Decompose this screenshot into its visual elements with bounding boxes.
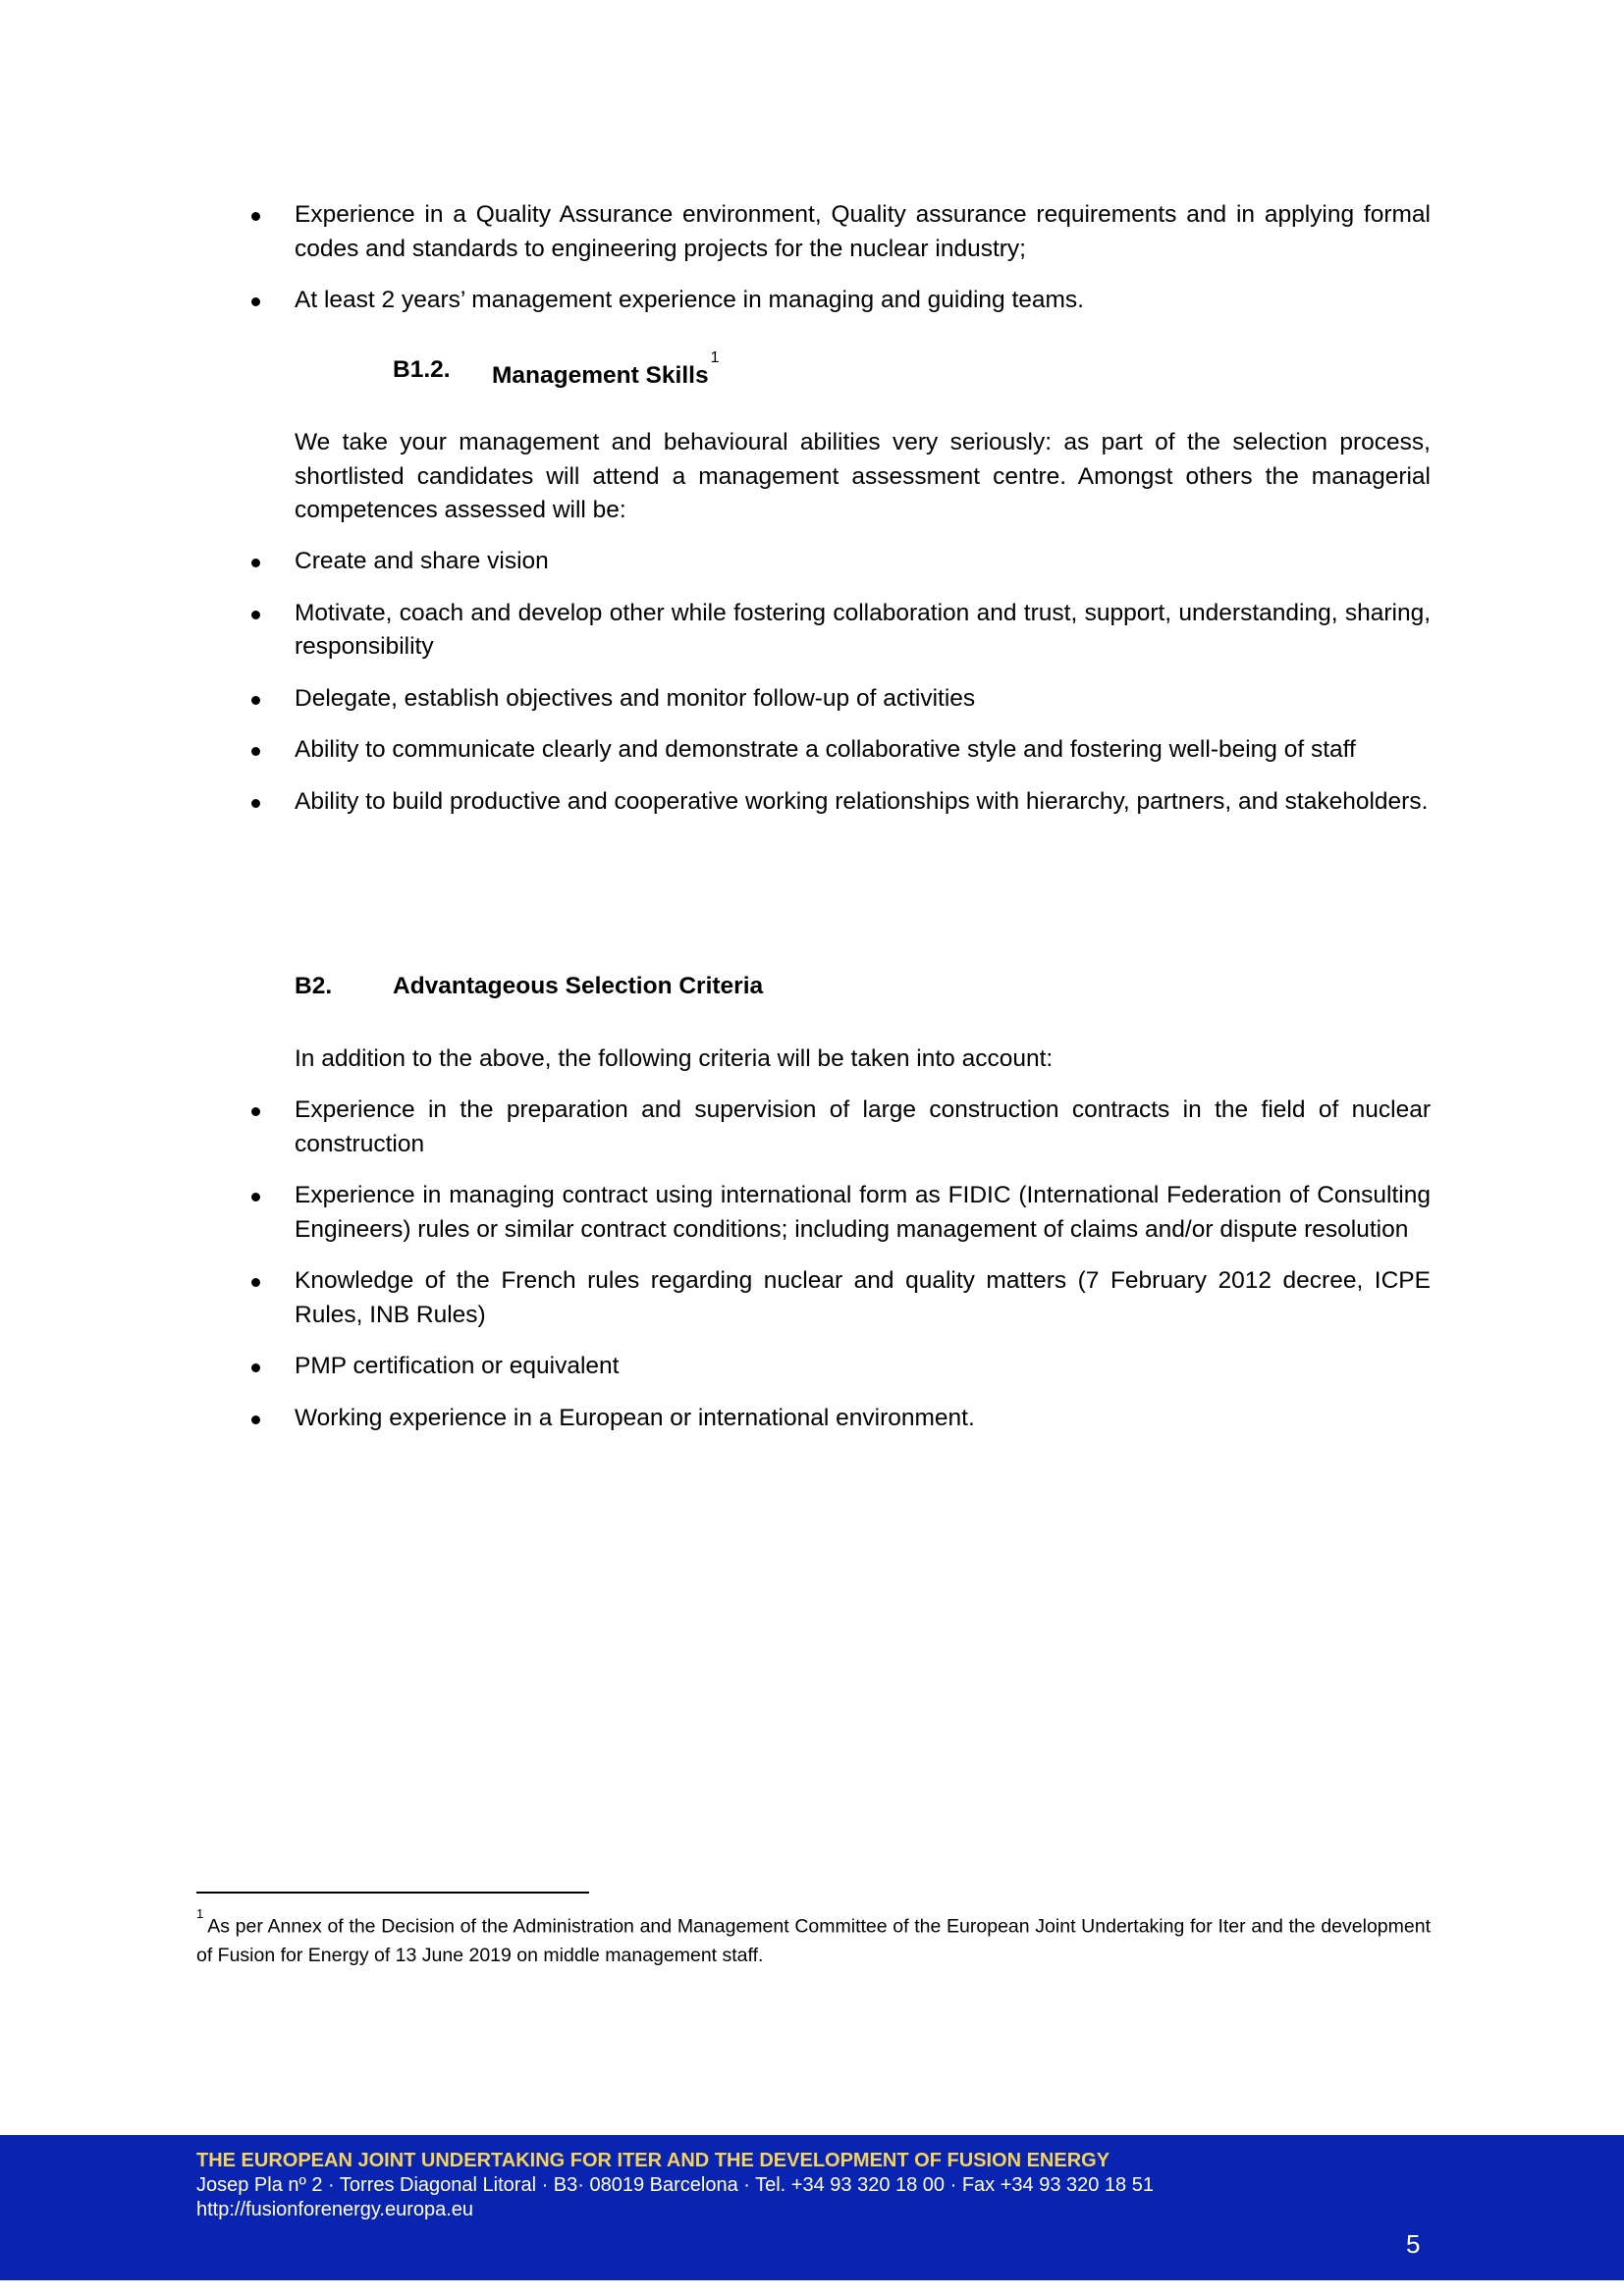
footnote-marker: 1 [196,1906,204,1921]
list-item-text: Working experience in a European or international environment. [295,1404,975,1431]
bullet-icon [251,799,260,808]
list-item-text: Delegate, establish objectives and monitor follow-up of activities [295,684,976,712]
section-title-b2: Advantageous Selection Criteria [393,973,764,999]
bullet-icon [251,1415,260,1424]
bullet-icon [251,1193,260,1201]
management-skills-intro: We take your management and behavioural abilities very seriously: as part of the selection process, shortlisted candidates will attend a management assessment centre. Amongst others the managerial competences assessed will be: [295,429,1431,523]
bullet-icon [251,611,260,619]
list-item-text: Create and share vision [295,548,549,574]
footnote-ref: 1 [710,349,720,366]
footnote-separator [196,1892,589,1894]
section-number-b12: B1.2. [393,356,451,383]
list-item [0,597,1431,665]
qualification-list [0,198,1624,336]
list-item [0,1350,1431,1384]
list-item [0,1179,1431,1247]
bullet-icon [251,1278,260,1287]
bullet-icon [251,1107,260,1116]
page-number: 5 [1406,2229,1421,2259]
section-title-b12 [492,349,720,394]
footer-address: Josep Pla nº 2 · Torres Diagonal Litoral · B3· 08019 Barcelona · Tel. +34 93 320 18 00 · Fax +34 93 320 18 51 [196,2174,1154,2196]
list-item-text: Experience in the preparation and supervision of large construction contracts in the field of nuclear construction [295,1096,1431,1157]
footer-website-link[interactable]: http://fusionforenergy.europa.eu [196,2199,474,2220]
list-item [0,1264,1431,1332]
list-item [0,785,1431,820]
list-item-text: PMP certification or equivalent [295,1353,620,1379]
section-title-text: Management Skills [492,362,709,390]
list-item [0,682,1431,717]
footnote [196,1906,1431,1970]
section-number-b2: B2. [295,973,333,999]
bullet-icon [251,696,260,705]
list-item [0,1402,1431,1436]
management-skills-list [0,545,1624,836]
bullet-icon [251,212,260,221]
bullet-icon [251,559,260,567]
list-item [0,198,1431,266]
footer-organization-title: THE EUROPEAN JOINT UNDERTAKING FOR ITER AND THE DEVELOPMENT OF FUSION ENERGY [196,2150,1110,2171]
list-item-text: At least 2 years’ management experience in managing and guiding teams. [295,287,1084,313]
selection-criteria-intro: In addition to the above, the following criteria will be taken into account: [295,1045,1054,1072]
list-item-text: Experience in a Quality Assurance environment, Quality assurance requirements and in applying formal codes and standards to engineering projects for the nuclear industry; [295,201,1431,262]
list-item [0,284,1431,318]
list-item-text: Knowledge of the French rules regarding nuclear and quality matters (7 February 2012 decree, ICPE Rules, INB Rules) [295,1267,1431,1328]
footnote-text: As per Annex of the Decision of the Administration and Management Committee of the European Joint Undertaking for Iter and the development of Fusion for Energy of 13 June 2019 on middle management staff. [196,1915,1431,1966]
bullet-icon [251,297,260,306]
list-item [0,733,1431,768]
list-item [0,1094,1431,1161]
selection-criteria-list [0,1094,1624,1453]
bullet-icon [251,1363,260,1372]
bullet-icon [251,747,260,756]
list-item-text: Ability to communicate clearly and demonstrate a collaborative style and fostering well-being of staff [295,736,1356,763]
list-item-text: Experience in managing contract using international form as FIDIC (International Federation of Consulting Engineers) rules or similar contract conditions; including management of claims and/or dispute resolution [295,1182,1431,1243]
page-footer [0,2135,1624,2280]
list-item-text: Ability to build productive and cooperative working relationships with hierarchy, partners, and stakeholders. [295,787,1429,815]
list-item-text: Motivate, coach and develop other while fostering collaboration and trust, support, understanding, sharing, responsibility [295,599,1431,660]
list-item [0,545,1431,579]
